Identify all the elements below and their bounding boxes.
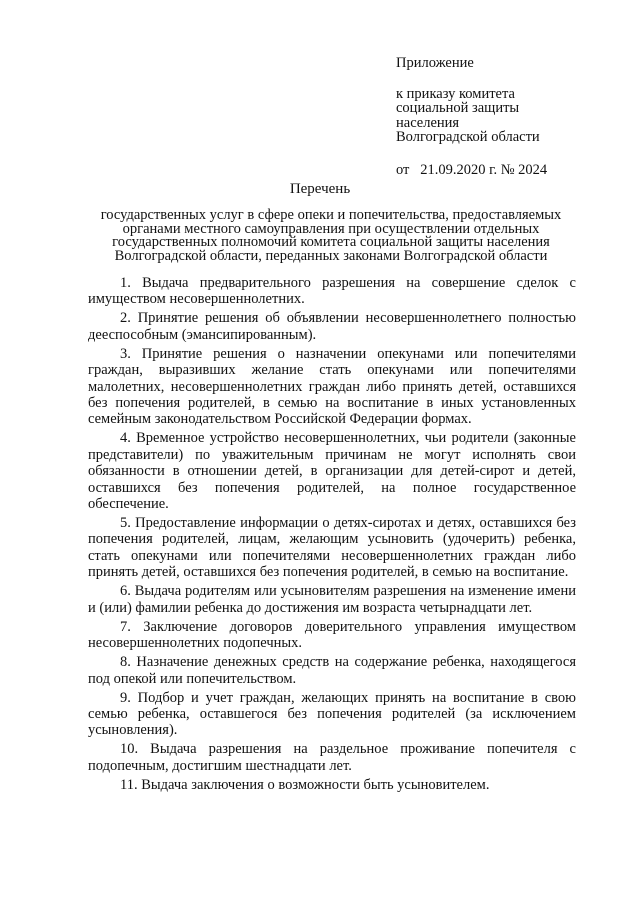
appendix-date-prefix: от xyxy=(396,161,410,178)
list-item: 8. Назначение денежных средств на содержание ребенка, находящегося под опекой или попечительством. xyxy=(88,654,576,687)
list-item: 4. Временное устройство несовершеннолетних, чьи родители (законные представители) по уважительным причинам не могут исполнять свои обязанности в отношении детей, в организации для детей-сирот и детей, оставшихся без попечения родителей, на полное государственное обеспечение. xyxy=(88,430,576,513)
list-item: 7. Заключение договоров доверительного управления имуществом несовершеннолетних подопечных. xyxy=(88,618,576,652)
appendix-line: к приказу комитета xyxy=(396,85,515,102)
list-item: 5. Предоставление информации о детях-сиротах и детях, оставшихся без попечения родителей, лицам, желающим усыновить (удочерить) ребенка, стать опекунами или попечителями несовершеннолетних граждан либо принять детей, оставшихся без попечения родителей, в семью на воспитание. xyxy=(88,515,576,581)
subtitle-line: Волгоградской области, переданных законами Волгоградской области xyxy=(114,247,548,264)
subtitle-line: государственных полномочий комитета социальной защиты населения xyxy=(112,234,550,250)
appendix-line: социальной защиты xyxy=(396,100,520,116)
list-item: 9. Подбор и учет граждан, желающих принять на воспитание в свою семью ребенка, оставшегося без попечения родителей (за исключением усыновления). xyxy=(88,689,576,739)
appendix-line: населения xyxy=(396,114,460,131)
appendix-date: 21.09.2020 г. № 2024 xyxy=(420,161,548,178)
appendix-date-line xyxy=(396,163,626,178)
appendix-header xyxy=(396,56,626,177)
list-item: 2. Принятие решения об объявлении несовершеннолетнего полностью дееспособным (эмансипированным). xyxy=(88,310,576,343)
list-item: 11. Выдача заключения о возможности быть усыновителем. xyxy=(120,776,490,793)
subtitle-line: органами местного самоуправления при осуществлении отдельных xyxy=(122,220,540,237)
document-subtitle xyxy=(86,209,576,263)
appendix-title: Приложение xyxy=(396,55,474,71)
list-item: 6. Выдача родителям или усыновителям разрешения на изменение имени и (или) фамилии ребенка до достижения им возраста четырнадцати лет. xyxy=(88,583,576,616)
document-title: Перечень xyxy=(289,181,351,197)
appendix-line: Волгоградской области xyxy=(396,129,540,145)
list-item: 3. Принятие решения о назначении опекунами или попечителями граждан, выразивших желание стать опекунами или попечителями малолетних, несовершеннолетних граждан либо принять детей, оставшихся без попечения родителей, в семью на воспитание в иных установленных семейным законодательством Российской Федерации формах. xyxy=(88,345,576,428)
services-list xyxy=(88,275,576,796)
list-item: 10. Выдача разрешения на раздельное проживание попечителя с подопечным, достигшим шестнадцати лет. xyxy=(88,741,576,774)
subtitle-line: государственных услуг в сфере опеки и попечительства, предоставляемых xyxy=(100,207,562,223)
list-item: 1. Выдача предварительного разрешения на совершение сделок с имуществом несовершеннолетних. xyxy=(88,275,576,308)
